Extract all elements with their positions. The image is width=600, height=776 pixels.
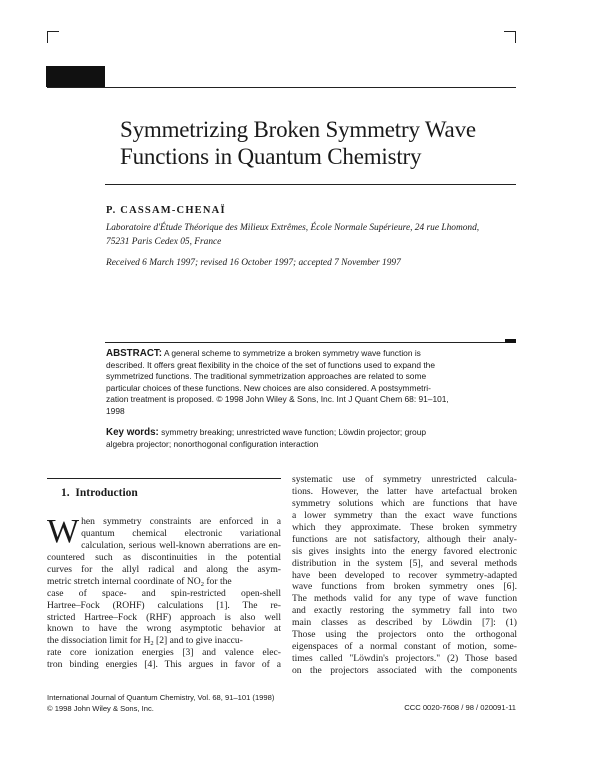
body-line: main classes as described by Löwdin [7]: (1) [292,617,517,629]
body-line: the dissociation limit for $H_2$ [2] and to give inaccu- [47,635,243,648]
body-line: hen symmetry constraints are enforced in a [81,516,281,527]
body-line: tions. However, the latter have artefactual broken [292,485,517,497]
keywords-line: symmetry breaking; unrestricted wave function; Löwdin projector; group [161,427,427,437]
abstract [106,348,514,418]
body-line: known to have the wrong asymptotic behavior at [47,623,281,635]
body-line: Those using the projectors onto the orthogonal [292,629,517,641]
header-black-tab [46,66,105,87]
abstract-line: symmetrized functions. The traditional symmetrization approaches are related to some [106,371,427,382]
journal-citation: International Journal of Quantum Chemistry, Vol. 68, 91–101 (1998) [47,693,275,702]
abstract-line: particular choices of these functions. New choices are also considered. A postsymmetri- [106,382,431,393]
section-heading [61,487,138,499]
affiliation-line-1: Laboratoire d'Étude Théorique des Milieux Extrêmes, École Normale Supérieure, 24 rue Lhomond, [106,223,480,233]
body-line: and exactly restoring the symmetry fall into two [292,605,517,617]
body-line: a lower symmetry than the exact wave functions [292,509,517,521]
abstract-line: A general scheme to symmetrize a broken symmetry wave function is [163,348,421,358]
body-line: which they approximate. These broken symmetry [292,521,517,533]
crop-mark-top-left-h [47,31,59,32]
section-title: Introduction [75,487,138,499]
crop-mark-top-left-v [47,31,48,43]
body-line: tron binding energies [4]. This argues in favor of a [47,659,281,671]
abstract-line: 1998 [106,405,125,416]
abstract-rule [105,342,511,343]
abstract-line: described. It offers great flexibility in the choice of the set of functions used to expand the [106,359,435,370]
body-line: curves for the allyl radical and along the asym- [47,563,281,575]
keywords [106,427,514,450]
title-line-1: Symmetrizing Broken Symmetry Wave [120,117,476,142]
body-line: case of space- and spin-restricted open-shell [47,587,281,599]
body-line: symmetry solutions which are functions that have [292,497,517,509]
crop-mark-top-right-v [515,31,516,43]
title-line-2: Functions in Quantum Chemistry [120,144,422,169]
body-line: times called "Löwdin's projectors." (2) Those based [292,653,517,665]
body-line: eigenspaces of a normal constant of motion, some- [292,641,517,653]
footer-journal [47,692,274,714]
header-rule [47,87,516,88]
body-line: on the projectors associated with the components [292,665,517,676]
abstract-label: ABSTRACT: [106,348,163,359]
author-name: P. CASSAM-CHENAÏ [106,205,226,216]
body-line: wave functions from broken symmetry ones [6]. [292,581,517,593]
affiliation-line-2: 75231 Paris Cedex 05, France [106,237,222,247]
copyright: © 1998 John Wiley & Sons, Inc. [47,704,154,713]
footer-ccc: CCC 0020-7608 / 98 / 020091-11 [404,703,516,712]
body-line: The methods valid for any type of wave function [292,593,517,605]
body-line: Hartree–Fock (ROHF) calculations [1]. The re- [47,599,281,611]
body-line: sis gives insights into the energy favored electronic [292,545,517,557]
body-line: stricted Hartree–Fock (RHF) approach is also well [47,611,281,623]
received-dates: Received 6 March 1997; revised 16 October 1997; accepted 7 November 1997 [106,258,401,268]
left-column [47,513,281,671]
title-rule [105,184,516,185]
abstract-marker [505,339,516,343]
right-column [292,474,517,677]
paper-title [120,116,540,170]
body-line: calculation, serious well-known aberrations are en- [81,539,281,551]
drop-cap: W [47,513,80,550]
keywords-label: Key words: [106,427,159,438]
abstract-line: zation treatment is proposed. © 1998 John Wiley & Sons, Inc. Int J Quant Chem 68: 91–101, [106,394,449,405]
section-number: 1. [61,487,70,499]
keywords-line: algebra projector; nonorthogonal configuration interaction [106,438,319,449]
body-line: quantum chemical electronic variational [81,527,281,539]
body-line: functions are not satisfactory, although their analy- [292,533,517,545]
body-line: rate core ionization energies [3] and valence elec- [47,647,281,659]
body-line: countered such as discontinuities in the potential [47,551,281,563]
affiliation [106,221,526,249]
body-line: metric stretch internal coordinate of $NO_2$ for the [47,575,232,588]
body-line: distribution in the system [5], and several methods [292,557,517,569]
body-line: systematic use of symmetry unrestricted calcula- [292,474,517,485]
body-line: have been developed to recover symmetry-adapted [292,569,517,581]
section-rule [47,478,281,479]
